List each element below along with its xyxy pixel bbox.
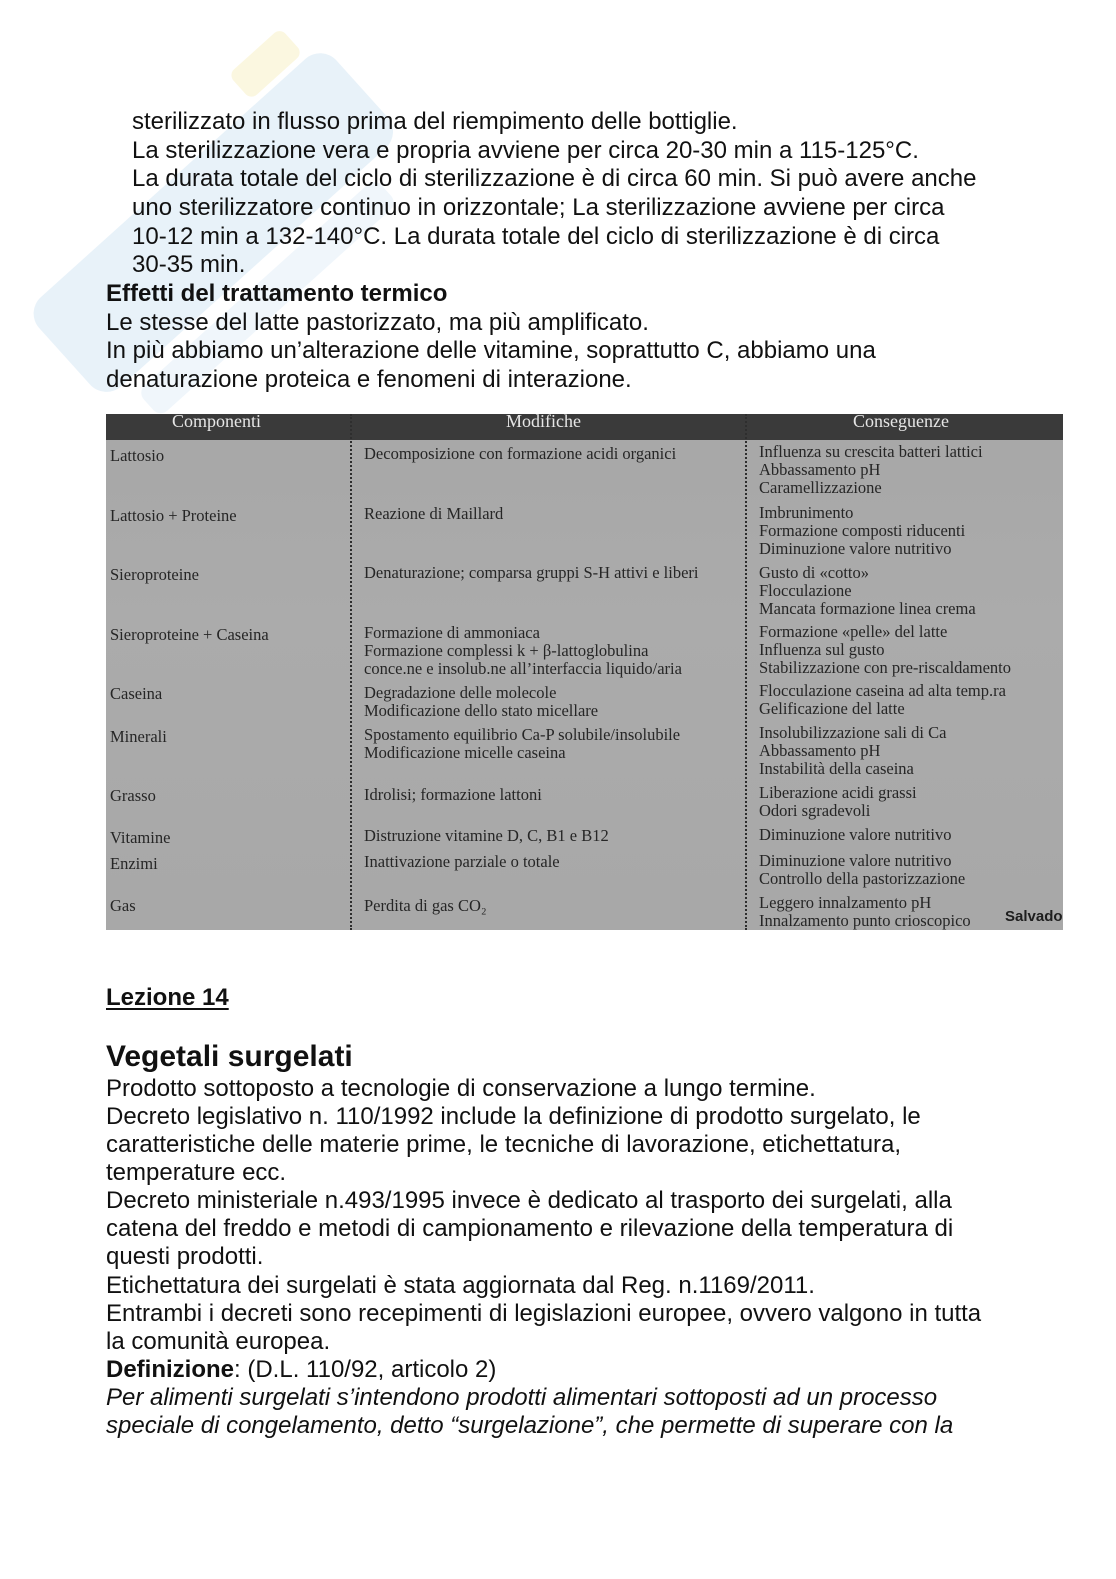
definition-line: [106, 1356, 981, 1384]
intro-paragraph: [132, 108, 976, 280]
definition-reference: : (D.L. 110/92, articolo 2): [234, 1355, 497, 1383]
cell-modifications: [364, 897, 487, 915]
definition-label: Definizione: [106, 1355, 235, 1383]
effects-section: [106, 280, 876, 395]
body-line: temperature ecc.: [106, 1159, 287, 1187]
effects-line: In più abbiamo un’alterazione delle vitamine, soprattutto C, abbiamo una: [106, 337, 876, 365]
cell-text: Abbassamento pH: [759, 460, 881, 479]
effects-line: Le stesse del latte pastorizzato, ma più amplificato.: [106, 308, 649, 336]
cell-consequences: [759, 623, 1011, 677]
cell-text: Gusto di «cotto»: [759, 563, 869, 582]
cell-text: Grasso: [110, 786, 156, 805]
cell-text: Sieroproteine: [110, 565, 199, 584]
body-line: Entrambi i decreti sono recepimenti di legislazioni europee, ovvero valgono in tutta: [106, 1299, 982, 1327]
cell-text: Formazione complessi k + β-lattoglobulina: [364, 641, 649, 660]
cell-consequences: [759, 504, 965, 558]
table-credit: Salvado: [1005, 908, 1063, 925]
cell-modifications: [364, 445, 676, 463]
cell-text: Formazione composti riducenti: [759, 521, 966, 540]
cell-modifications: [364, 624, 682, 678]
body-line: caratteristiche delle materie prime, le tecniche di lavorazione, etichettatura,: [106, 1131, 902, 1159]
cell-text: Lattosio + Proteine: [110, 506, 237, 525]
cell-text: Distruzione vitamine D, C, B1 e B12: [364, 826, 609, 845]
cell-text: Flocculazione: [759, 581, 852, 600]
lesson-label: Lezione 14: [106, 984, 229, 1011]
cell-text: Gelificazione del latte: [759, 699, 905, 718]
cell-text: Vitamine: [110, 828, 171, 847]
cell-text: Odori sgradevoli: [759, 801, 871, 820]
intro-line: 10-12 min a 132-140°C. La durata totale del ciclo di sterilizzazione è di circa: [132, 222, 940, 250]
cell-consequences: [759, 724, 946, 778]
header-modifiche: Modifiche: [506, 414, 581, 431]
cell-text: Imbrunimento: [759, 503, 854, 522]
cell-consequences: [759, 894, 971, 930]
cell-consequences: [759, 564, 976, 618]
body-line: Decreto legislativo n. 110/1992 include la definizione di prodotto surgelato, le: [106, 1103, 921, 1131]
body-line: catena del freddo e metodi di campionamento e rilevazione della temperatura di: [106, 1215, 954, 1243]
definition-quote-line: speciale di congelamento, detto “surgelazione”, che permette di superare con la: [106, 1411, 954, 1439]
body-line: questi prodotti.: [106, 1243, 264, 1271]
cell-component: [110, 507, 237, 525]
cell-consequences: [759, 443, 983, 497]
cell-consequences: [759, 852, 965, 888]
cell-text: Denaturazione; comparsa gruppi S-H attivi e liberi: [364, 563, 699, 582]
cell-modifications: [364, 827, 609, 845]
cell-consequences: [759, 784, 917, 820]
cell-component: [110, 626, 269, 644]
cell-modifications: [364, 786, 542, 804]
cell-text: Gas: [110, 896, 136, 915]
cell-modifications: [364, 564, 698, 582]
cell-text: Stabilizzazione con pre-riscaldamento: [759, 658, 1011, 677]
cell-text: Formazione di ammoniaca: [364, 623, 540, 642]
effects-heading: Effetti del trattamento termico: [106, 280, 448, 307]
body-line: Decreto ministeriale n.493/1995 invece è dedicato al trasporto dei surgelati, alla: [106, 1187, 952, 1215]
cell-text: Idrolisi; formazione lattoni: [364, 785, 542, 804]
cell-text: Inattivazione parziale o totale: [364, 852, 560, 871]
cell-modifications: [364, 853, 560, 871]
header-conseguenze: Conseguenze: [853, 414, 949, 431]
cell-text: Liberazione acidi grassi: [759, 783, 917, 802]
cell-component: [110, 685, 162, 703]
cell-text: conce.ne e insolub.ne all’interfaccia liquido/aria: [364, 659, 682, 678]
cell-text: Flocculazione caseina ad alta temp.ra: [759, 681, 1006, 700]
definition-quote-line: Per alimenti surgelati s’intendono prodotti alimentari sottoposti ad un processo: [106, 1383, 938, 1411]
cell-component: [110, 897, 136, 915]
intro-line: La durata totale del ciclo di sterilizzazione è di circa 60 min. Si può avere anche: [132, 165, 977, 193]
lesson-body: [106, 1075, 981, 1440]
cell-text: Modificazione dello stato micellare: [364, 701, 599, 720]
cell-modifications: [364, 684, 598, 720]
header-componenti: Componenti: [172, 414, 261, 431]
body-line: Etichettatura dei surgelati è stata aggiornata dal Reg. n.1169/2011.: [106, 1271, 815, 1299]
cell-component: [110, 787, 156, 805]
cell-modifications: [364, 726, 680, 762]
column-divider: [745, 414, 747, 930]
cell-text: Degradazione delle molecole: [364, 683, 557, 702]
cell-text: Abbassamento pH: [759, 741, 881, 760]
cell-text: Mancata formazione linea crema: [759, 599, 976, 618]
cell-component: [110, 566, 199, 584]
cell-text: Decomposizione con formazione acidi organici: [364, 444, 677, 463]
cell-text: Formazione «pelle» del latte: [759, 622, 948, 641]
cell-text: Insolubilizzazione sali di Ca: [759, 723, 947, 742]
cell-text: Diminuzione valore nutritivo: [759, 851, 952, 870]
cell-consequences: [759, 826, 951, 844]
heat-treatment-table: [106, 414, 1063, 930]
cell-component: [110, 829, 170, 847]
cell-text: Perdita di gas CO₂: [364, 896, 487, 915]
section-title: Vegetali surgelati: [106, 1040, 353, 1073]
cell-text: Caramellizzazione: [759, 478, 882, 497]
intro-line: uno sterilizzatore continuo in orizzontale; La sterilizzazione avviene per circa: [132, 194, 945, 222]
body-line: Prodotto sottoposto a tecnologie di conservazione a lungo termine.: [106, 1075, 816, 1102]
cell-text: Diminuzione valore nutritivo: [759, 539, 952, 558]
cell-component: [110, 855, 158, 873]
cell-text: Reazione di Maillard: [364, 504, 504, 523]
cell-text: Lattosio: [110, 446, 165, 465]
cell-component: [110, 447, 164, 465]
table-header: [106, 414, 1063, 440]
cell-consequences: [759, 682, 1006, 718]
cell-text: Enzimi: [110, 854, 158, 873]
intro-line: sterilizzato in flusso prima del riempimento delle bottiglie.: [132, 108, 738, 135]
cell-text: Influenza su crescita batteri lattici: [759, 442, 983, 461]
cell-component: [110, 728, 167, 746]
cell-text: Controllo della pastorizzazione: [759, 869, 966, 888]
intro-line: La sterilizzazione vera e propria avviene per circa 20-30 min a 115-125°C.: [132, 136, 919, 164]
cell-text: Spostamento equilibrio Ca-P solubile/insolubile: [364, 725, 681, 744]
cell-text: Innalzamento punto crioscopico: [759, 911, 971, 930]
effects-line: denaturazione proteica e fenomeni di interazione.: [106, 366, 632, 394]
column-divider: [350, 414, 352, 930]
cell-text: Sieroproteine + Caseina: [110, 625, 269, 644]
cell-text: Caseina: [110, 684, 163, 703]
cell-text: Influenza sul gusto: [759, 640, 885, 659]
cell-text: Instabilità della caseina: [759, 759, 914, 778]
body-line: la comunità europea.: [106, 1327, 331, 1355]
cell-text: Modificazione micelle caseina: [364, 743, 566, 762]
intro-line: 30-35 min.: [132, 251, 246, 279]
cell-text: Leggero innalzamento pH: [759, 893, 932, 912]
cell-text: Diminuzione valore nutritivo: [759, 825, 952, 844]
cell-text: Minerali: [110, 727, 167, 746]
cell-modifications: [364, 505, 503, 523]
